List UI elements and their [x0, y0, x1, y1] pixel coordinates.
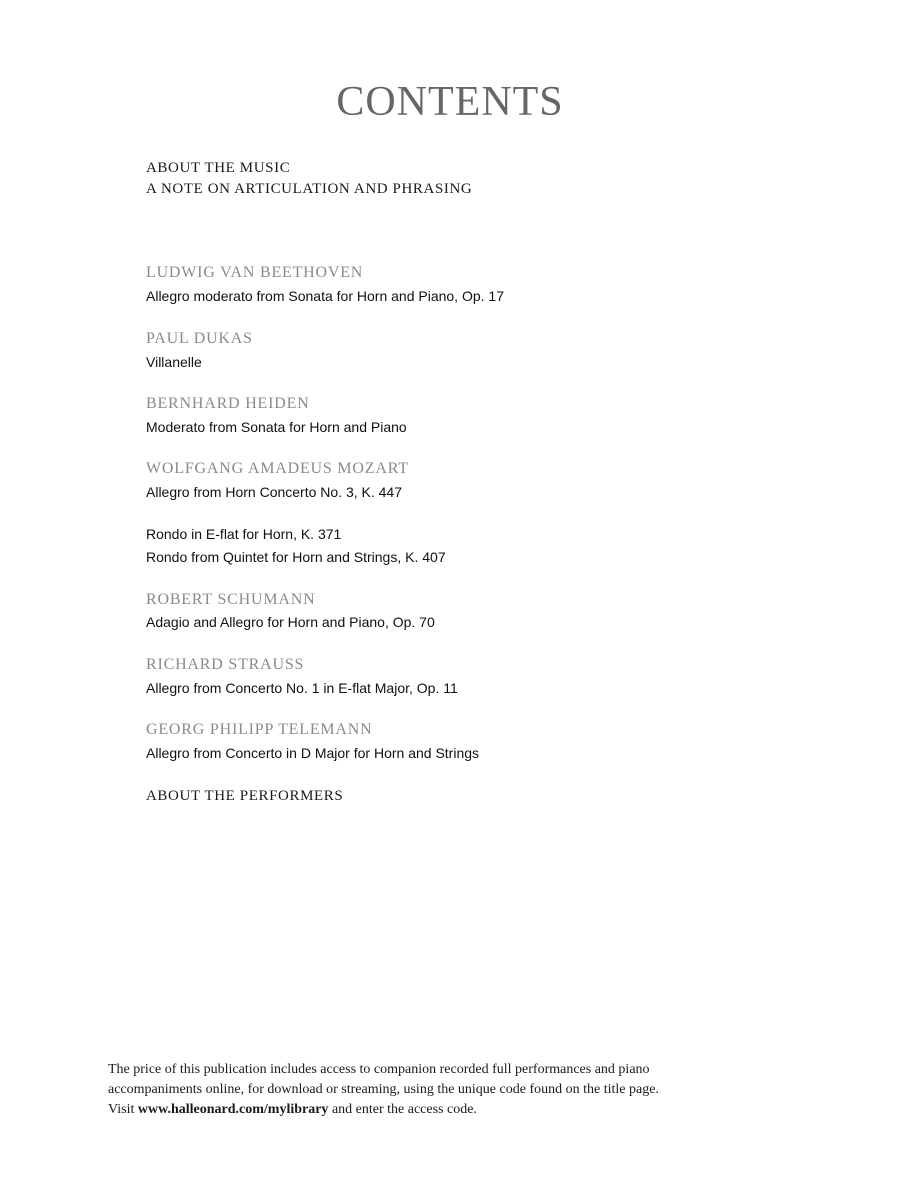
composer-name: WOLFGANG AMADEUS MOZART	[146, 460, 409, 477]
entry-title: Moderato from Sonata for Horn and Piano	[146, 419, 407, 435]
composer-name: GEORG PHILIPP TELEMANN	[146, 721, 373, 738]
library-url-link[interactable]: www.halleonard.com/mylibrary	[137, 1102, 329, 1117]
entry-title: Allegro from Concerto in D Major for Horn and Strings	[146, 745, 480, 761]
entry-title: Rondo from Quintet for Horn and Strings, K. 407	[146, 549, 446, 565]
composer-name: PAUL DUKAS	[146, 330, 253, 347]
entry-title: Allegro moderato from Sonata for Horn and Piano, Op. 17	[146, 288, 504, 304]
access-note-line	[108, 1100, 808, 1120]
entry-title: Adagio and Allegro for Horn and Piano, Op. 70	[146, 614, 435, 630]
access-note-text: Visit	[108, 1102, 135, 1117]
entry-title: Allegro from Concerto No. 1 in E-flat Major, Op. 11	[146, 680, 458, 696]
entry-title: Allegro from Horn Concerto No. 3, K. 447	[146, 484, 403, 500]
access-note-line: The price of this publication includes access to companion recorded full performances and piano	[108, 1062, 650, 1077]
composer-name: ROBERT SCHUMANN	[146, 591, 316, 608]
access-note	[108, 1060, 808, 1120]
entry-title: A NOTE ON ARTICULATION AND PHRASING	[146, 181, 473, 197]
entry-title: Villanelle	[146, 354, 202, 370]
entry-title: ABOUT THE PERFORMERS	[146, 788, 344, 804]
entry-title: ABOUT THE MUSIC	[146, 160, 291, 176]
composer-name: BERNHARD HEIDEN	[146, 395, 310, 412]
composer-name: LUDWIG VAN BEETHOVEN	[146, 264, 364, 281]
access-note-line: accompaniments online, for download or streaming, using the unique code found on the title page.	[108, 1082, 659, 1097]
page-title: CONTENTS	[336, 79, 564, 125]
access-note-text: and enter the access code.	[331, 1102, 477, 1117]
composer-name: RICHARD STRAUSS	[146, 656, 305, 673]
entry-title: Rondo in E-flat for Horn, K. 371	[146, 526, 342, 542]
